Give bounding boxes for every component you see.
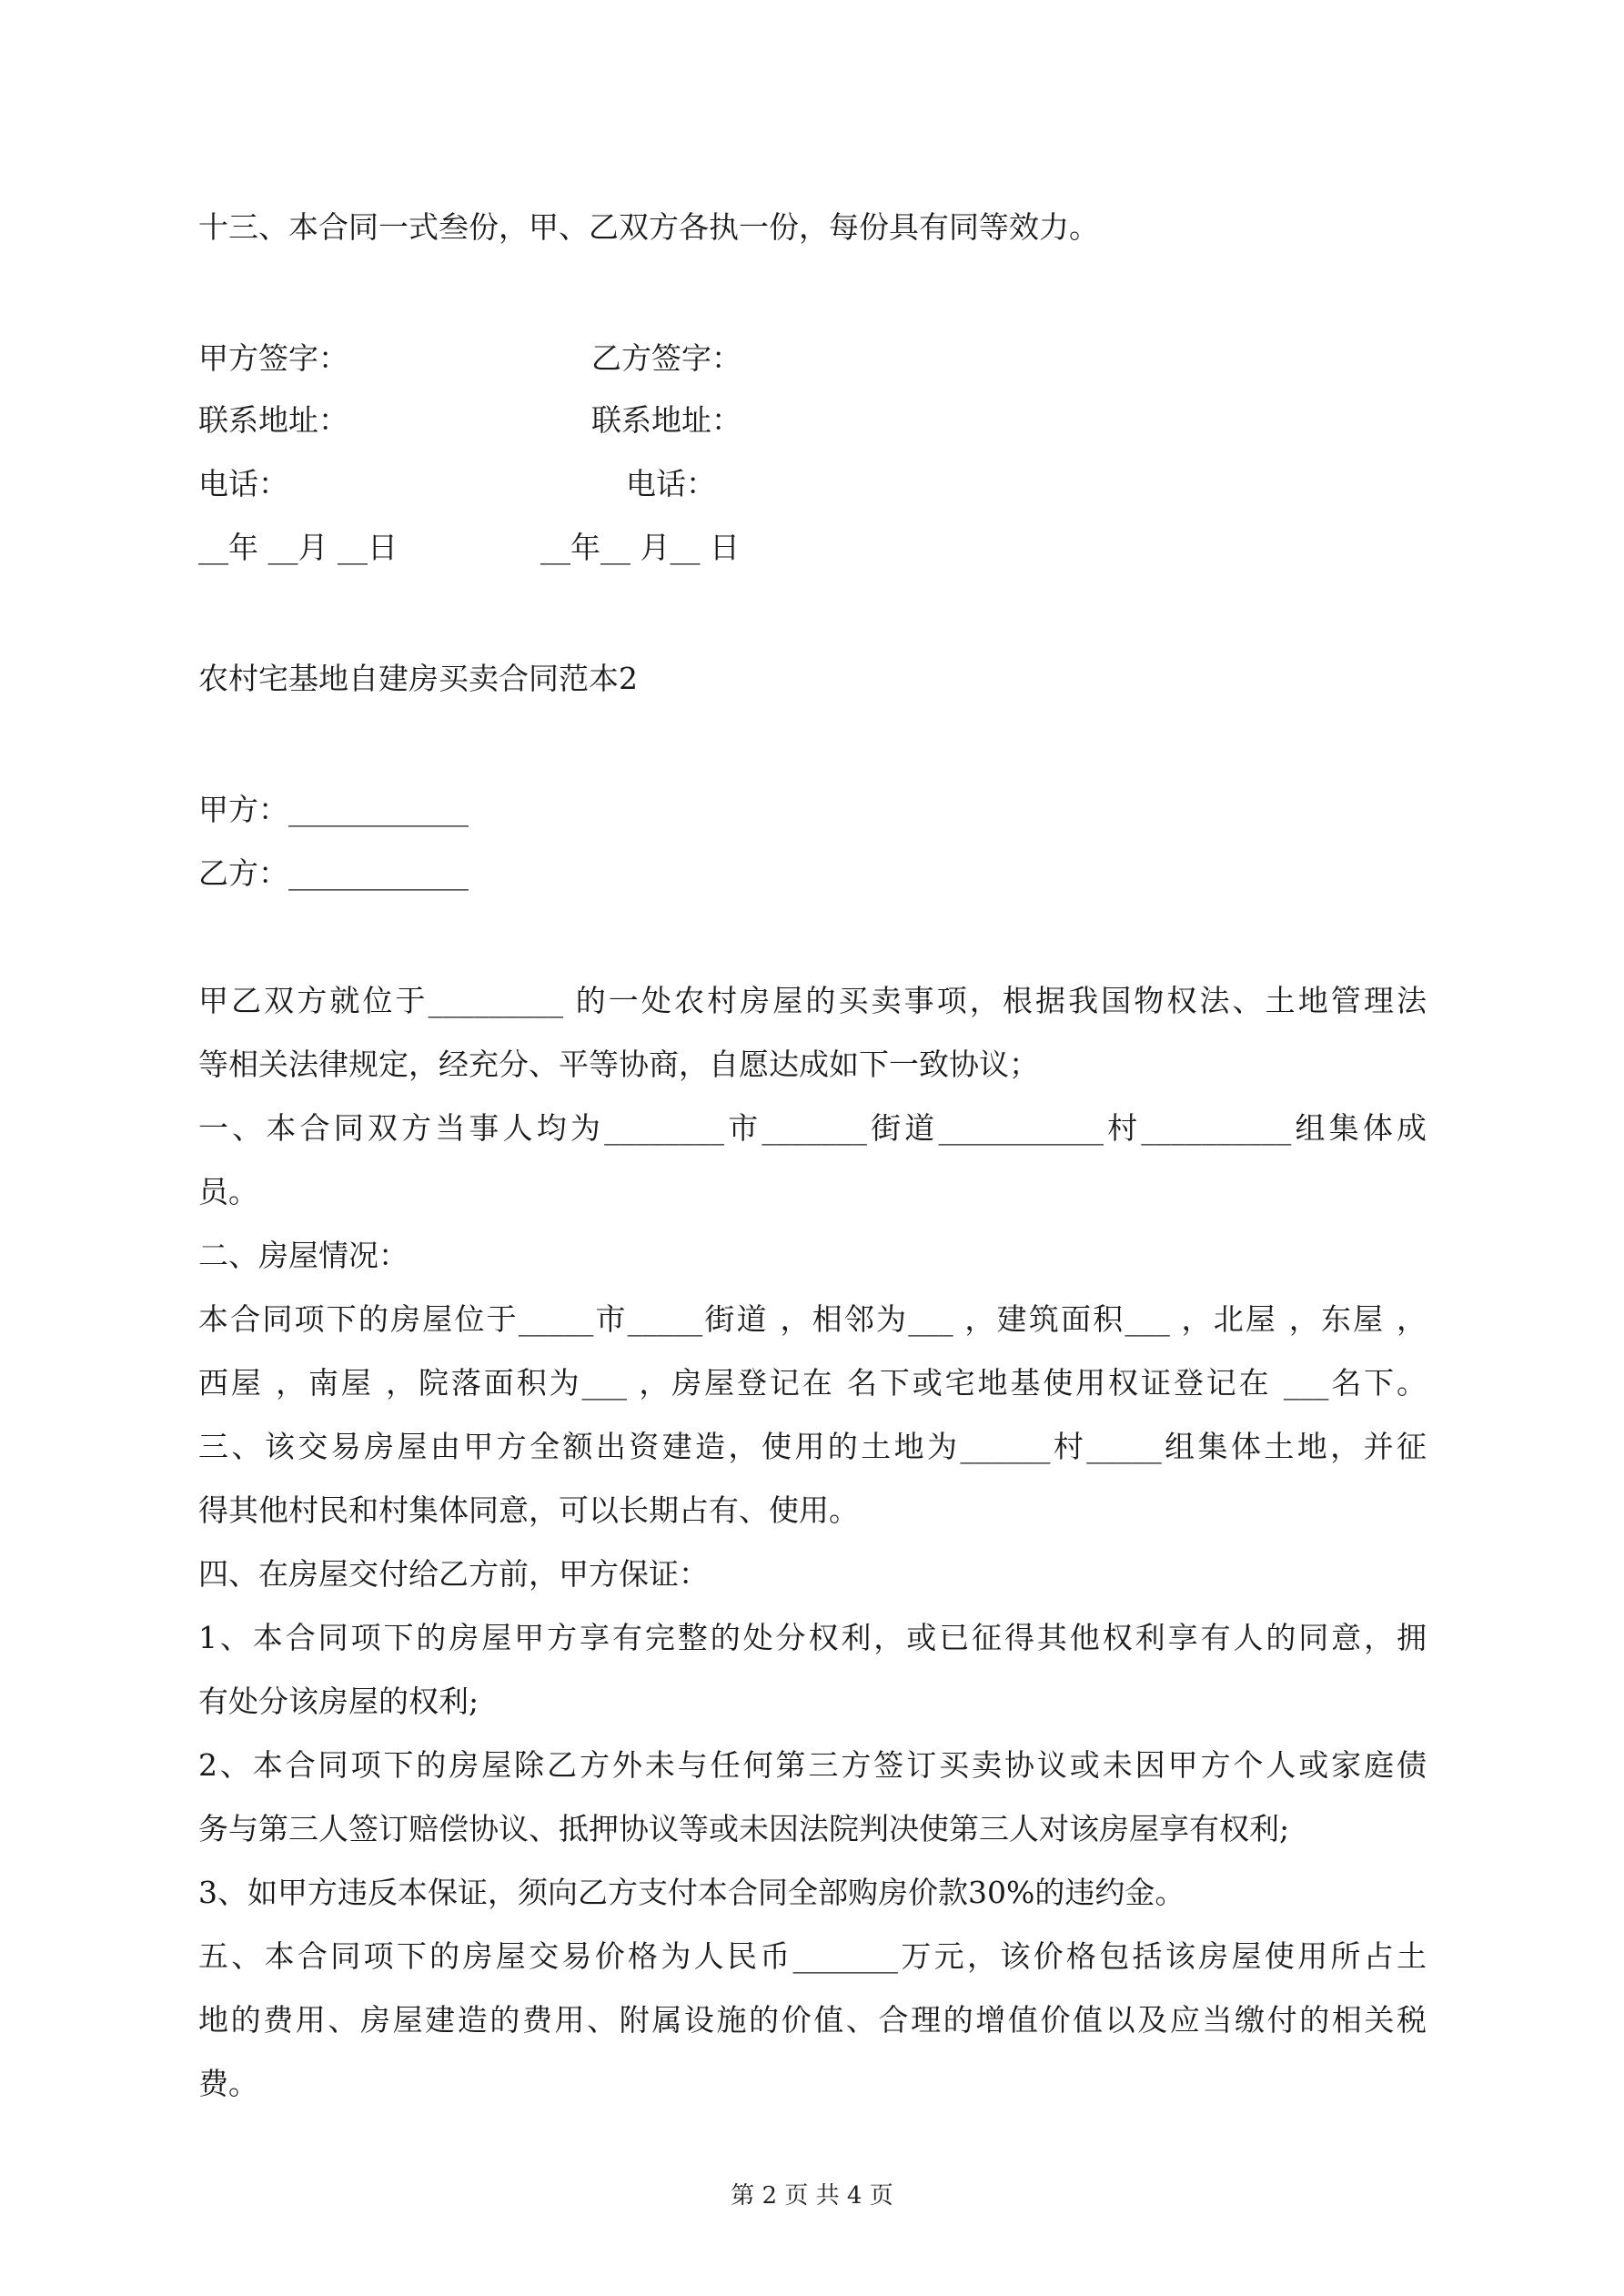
clause-3-line-2: 得其他村民和村集体同意，可以长期占有、使用。 bbox=[198, 1492, 859, 1528]
clause-5-line-2: 地的费用、房屋建造的费用、附属设施的价值、合理的增值价值以及应当缴付的相关税 bbox=[198, 2002, 1427, 2038]
clause-5-line-1: 五、本合同项下的房屋交易价格为人民币_______万元，该价格包括该房屋使用所占土 bbox=[198, 1938, 1427, 1974]
clause-4-1-line-1: 1、本合同项下的房屋甲方享有完整的处分权利，或已征得其他权利享有人的同意，拥 bbox=[198, 1620, 1427, 1655]
clause-4-2-line-1: 2、本合同项下的房屋除乙方外未与任何第三方签订买卖协议或未因甲方个人或家庭债 bbox=[198, 1747, 1427, 1783]
party-b-sign-label: 乙方签字： bbox=[591, 340, 741, 376]
party-b-field: 乙方：____________ bbox=[198, 855, 469, 891]
party-a-field: 甲方：____________ bbox=[198, 792, 469, 827]
party-b-date: __年__ 月__ 日 bbox=[540, 530, 740, 565]
contract-title-2: 农村宅基地自建房买卖合同范本2 bbox=[198, 661, 638, 696]
clause-13: 十三、本合同一式叁份，甲、乙双方各执一份，每份具有同等效力。 bbox=[198, 209, 1099, 245]
party-a-address-label: 联系地址： bbox=[198, 402, 348, 438]
party-a-phone-label: 电话： bbox=[198, 466, 288, 501]
clause-2-line-2: 西屋 ，南屋 ，院落面积为___ ，房屋登记在 名下或宅地基使用权证登记在 ___名下。 bbox=[198, 1365, 1427, 1401]
intro-line-2: 等相关法律规定，经充分、平等协商，自愿达成如下一致协议； bbox=[198, 1047, 1039, 1082]
page-number-footer: 第 2 页 共 4 页 bbox=[731, 2182, 893, 2210]
clause-4-title: 四、在房屋交付给乙方前，甲方保证： bbox=[198, 1556, 709, 1592]
clause-1-line-1: 一、本合同双方当事人均为________市_______街道___________村__________组集体成 bbox=[198, 1110, 1427, 1146]
clause-4-3: 3、如甲方违反本保证，须向乙方支付本合同全部购房价款30%的违约金。 bbox=[198, 1875, 1185, 1910]
clause-4-2-line-2: 务与第三人签订赔偿协议、抵押协议等或未因法院判决使第三人对该房屋享有权利; bbox=[198, 1811, 1290, 1846]
intro-line-1: 甲乙双方就位于_________ 的一处农村房屋的买卖事项，根据我国物权法、土地管理法 bbox=[198, 983, 1427, 1018]
party-b-address-label: 联系地址： bbox=[591, 402, 741, 438]
party-a-sign-label: 甲方签字： bbox=[198, 340, 348, 376]
clause-1-line-2: 员。 bbox=[198, 1174, 258, 1209]
clause-5-line-3: 费。 bbox=[198, 2066, 258, 2101]
party-b-phone-label: 电话： bbox=[626, 466, 716, 501]
clause-4-1-line-2: 有处分该房屋的权利; bbox=[198, 1684, 479, 1719]
clause-2-title: 二、房屋情况： bbox=[198, 1238, 409, 1273]
clause-3-line-1: 三、该交易房屋由甲方全额出资建造，使用的土地为______村_____组集体土地，并征 bbox=[198, 1429, 1427, 1464]
clause-2-line-1: 本合同项下的房屋位于_____市_____街道 ，相邻为___ ，建筑面积___ ，北屋 ，东屋 ， bbox=[198, 1301, 1427, 1337]
party-a-date: __年 __月 __日 bbox=[198, 530, 398, 565]
